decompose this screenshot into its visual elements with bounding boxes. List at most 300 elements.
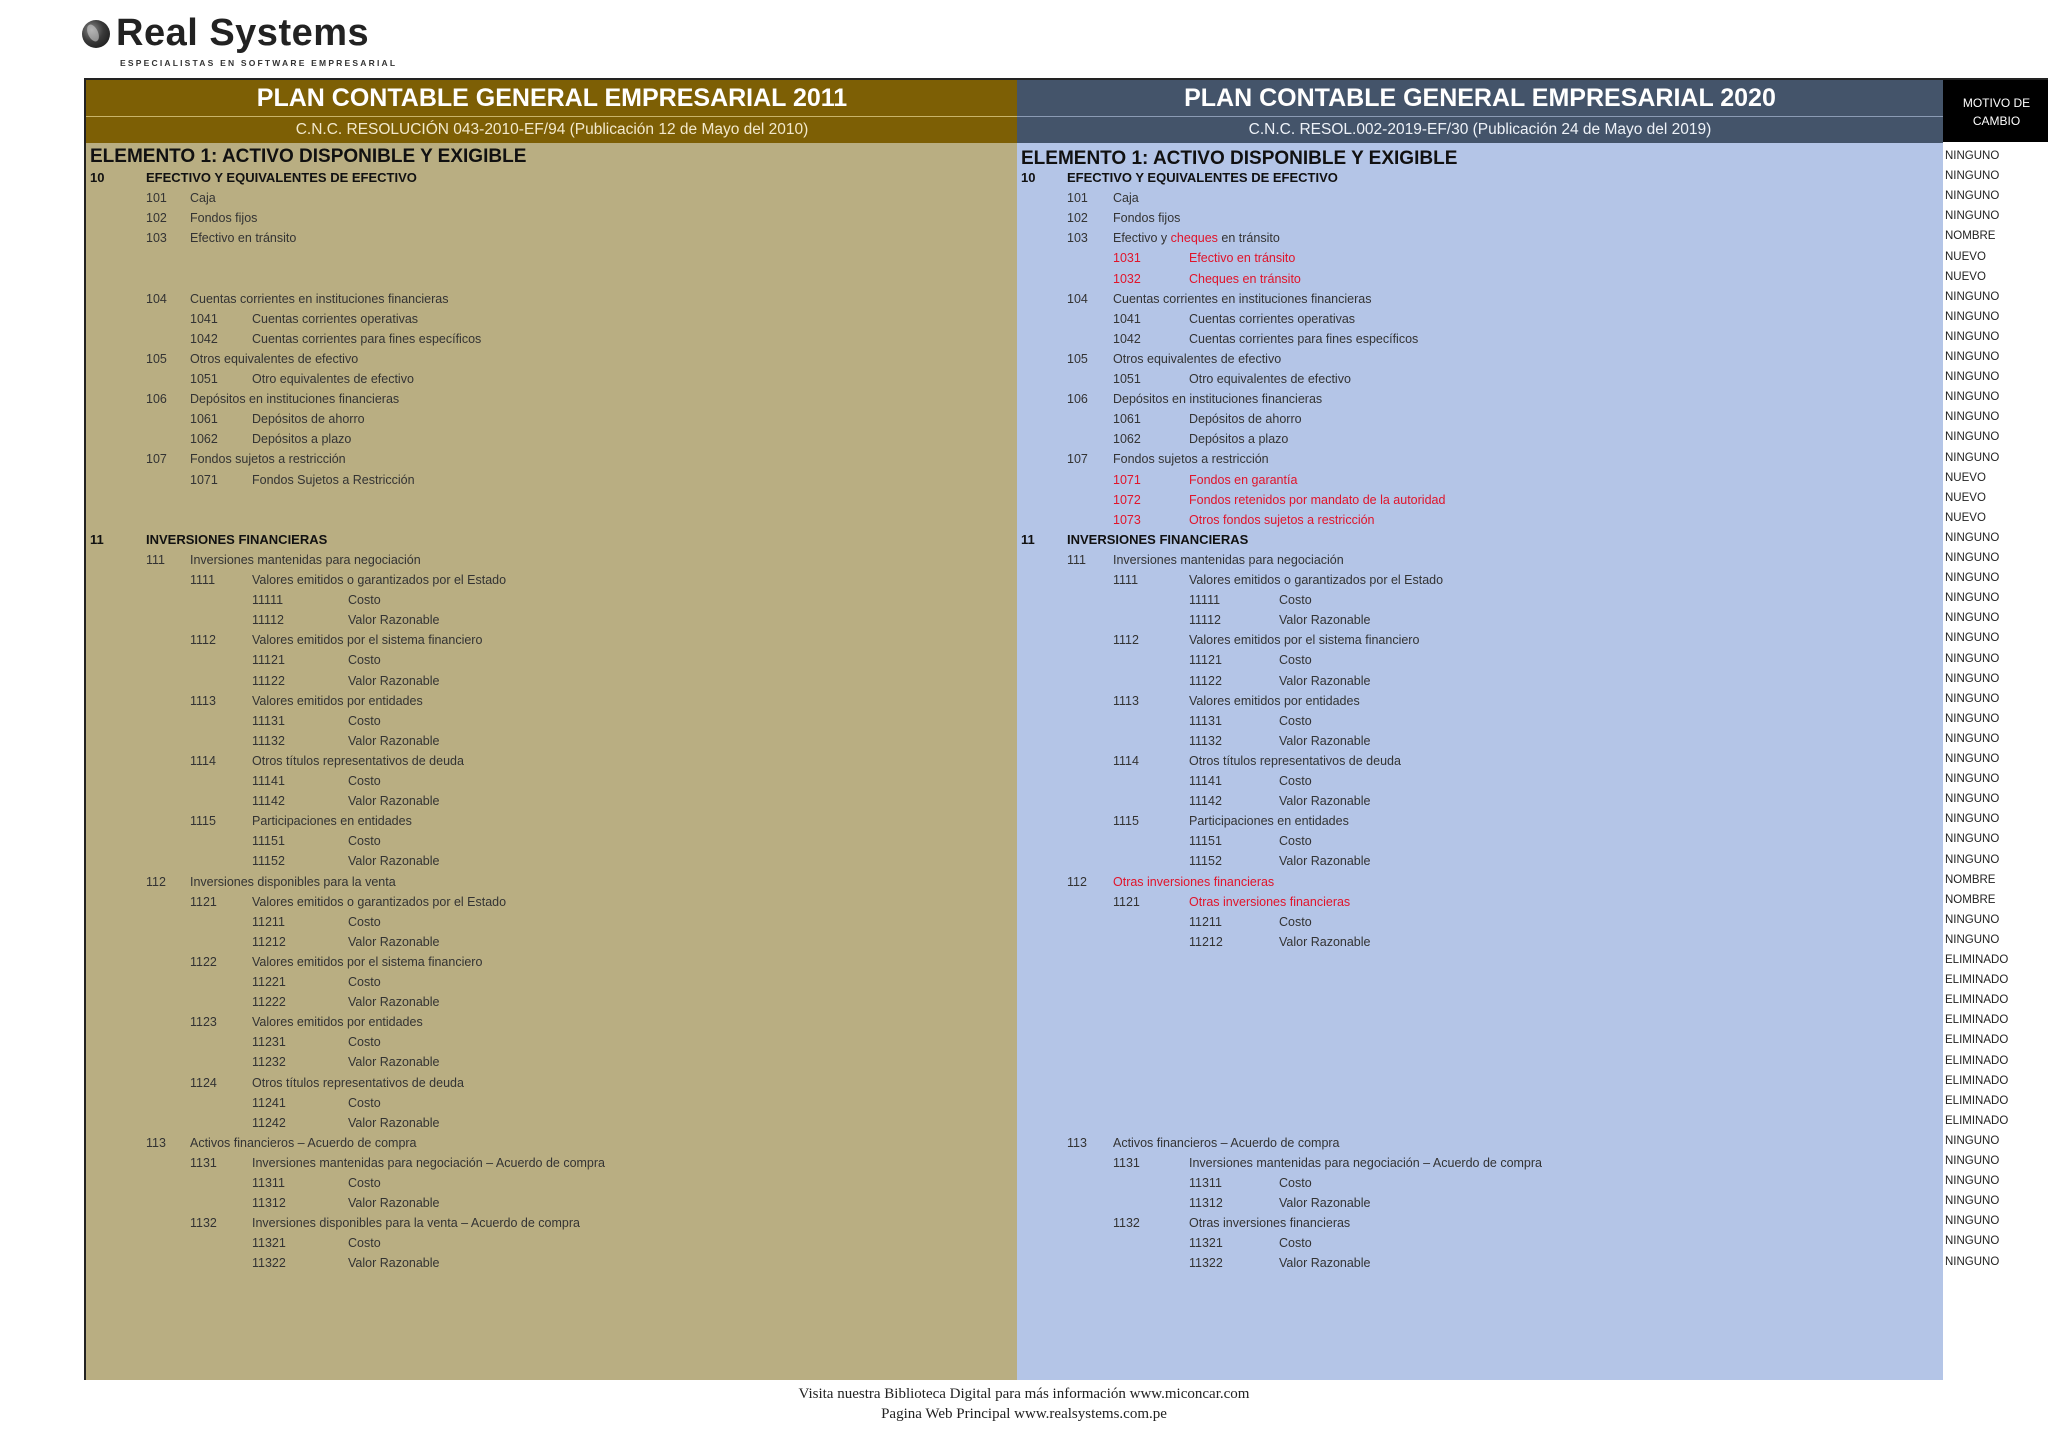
account-code: 11322 <box>1189 1256 1223 1271</box>
account-code: 11111 <box>1189 593 1221 608</box>
account-row <box>1017 650 1943 670</box>
account-row <box>86 731 1018 751</box>
account-code: 112 <box>146 874 166 889</box>
account-name: Costo <box>348 713 381 728</box>
account-name: Valor Razonable <box>348 794 440 809</box>
motivo-value: NINGUNO <box>1945 833 2000 846</box>
account-name: Valor Razonable <box>348 1196 440 1211</box>
motivo-value: NUEVO <box>1945 270 1986 283</box>
account-name: Otras inversiones financieras <box>1189 894 1351 909</box>
account-code: 11321 <box>252 1236 286 1251</box>
motivo-value: NUEVO <box>1945 491 1986 504</box>
account-row <box>86 449 1018 469</box>
account-name-part: en tránsito <box>1217 231 1280 246</box>
motivo-value: NINGUNO <box>1945 1195 2000 1208</box>
account-name: Valor Razonable <box>348 1055 440 1070</box>
account-row <box>86 831 1018 851</box>
account-row <box>86 972 1018 992</box>
motivo-value: NINGUNO <box>1945 1215 2000 1228</box>
account-name: Otras inversiones financieras <box>1189 1216 1351 1231</box>
account-row <box>86 671 1018 691</box>
account-row <box>86 771 1018 791</box>
account-code: 107 <box>1067 452 1088 467</box>
motivo-value: NINGUNO <box>1945 210 2000 223</box>
account-code: 101 <box>1067 191 1088 206</box>
account-code: 11112 <box>1189 613 1221 628</box>
account-name: Valor Razonable <box>1279 733 1371 748</box>
account-name: Efectivo en tránsito <box>190 231 297 246</box>
account-name: Activos financieros – Acuerdo de compra <box>190 1135 417 1150</box>
account-name: Valor Razonable <box>348 995 440 1010</box>
account-code: 11121 <box>252 653 285 668</box>
account-code: 11141 <box>1189 774 1222 788</box>
account-code: 11111 <box>252 593 284 608</box>
account-name: Valores emitidos o garantizados por el Estado <box>252 573 507 587</box>
account-name: Cuentas corrientes operativas <box>1189 311 1356 326</box>
motivo-value: NINGUNO <box>1945 652 2000 665</box>
account-name: Costo <box>348 1095 381 1110</box>
account-name: Valores emitidos por entidades <box>1189 693 1360 708</box>
account-name: Activos financieros – Acuerdo de compra <box>1113 1135 1340 1150</box>
account-name: Costo <box>348 1176 381 1190</box>
motivo-value: NINGUNO <box>1945 853 2000 866</box>
account-row <box>1017 791 1943 811</box>
account-row <box>1017 168 1943 188</box>
account-name: Valor Razonable <box>348 613 440 628</box>
account-name: Costo <box>348 593 381 608</box>
account-code: 1114 <box>1113 753 1139 768</box>
motivo-value: NOMBRE <box>1945 873 1996 886</box>
account-code: 1071 <box>190 472 218 487</box>
account-code: 1121 <box>1113 894 1140 909</box>
account-code: 1071 <box>1113 472 1141 487</box>
account-name: Valor Razonable <box>348 1256 440 1271</box>
account-code: 1051 <box>1113 372 1141 386</box>
account-name: Costo <box>1279 653 1312 668</box>
account-row <box>86 630 1018 650</box>
account-code: 11 <box>1021 531 1035 547</box>
account-code: 1031 <box>1113 251 1141 266</box>
motivo-value: NINGUNO <box>1945 451 2000 464</box>
comparison-table <box>84 78 2031 1380</box>
account-code: 1061 <box>190 412 218 427</box>
account-name-part: Efectivo y <box>1113 231 1171 246</box>
motivo-value: NINGUNO <box>1945 431 2000 444</box>
account-row <box>86 912 1018 932</box>
account-code: 11122 <box>1189 673 1222 688</box>
account-name: Inversiones mantenidas para negociación <box>1113 552 1344 567</box>
motivo-value: NINGUNO <box>1945 150 2000 162</box>
account-row <box>86 1012 1018 1032</box>
account-code: 11 <box>90 531 104 547</box>
account-name: Inversiones mantenidas para negociación – Acuerdo de compra <box>1189 1155 1542 1170</box>
account-name: Valores emitidos por el sistema financiero <box>252 954 483 969</box>
account-code: 1122 <box>190 954 217 969</box>
account-name: Depósitos en instituciones financieras <box>190 392 400 407</box>
motivo-value: ELIMINADO <box>1945 1014 2009 1027</box>
motivo-value: NINGUNO <box>1945 351 2000 363</box>
account-row <box>1017 590 1943 610</box>
account-row <box>86 1173 1018 1193</box>
account-row <box>1017 811 1943 831</box>
element-title-2011: ELEMENTO 1: ACTIVO DISPONIBLE Y EXIGIBLE <box>90 146 527 167</box>
account-row <box>1017 449 1943 469</box>
account-name: Depósitos en instituciones financieras <box>1113 392 1323 407</box>
account-row <box>86 409 1018 429</box>
account-row <box>86 1253 1018 1273</box>
account-code: 1115 <box>1113 814 1139 829</box>
account-code: 11151 <box>1189 834 1222 849</box>
account-name: Depósitos a plazo <box>252 432 352 447</box>
account-row <box>86 168 1018 188</box>
account-row <box>86 992 1018 1012</box>
account-name: Cuentas corrientes en instituciones financieras <box>1113 291 1372 306</box>
motivo-value: NINGUNO <box>1945 612 2000 625</box>
account-code: 11212 <box>1189 934 1223 949</box>
account-name: Valor Razonable <box>348 673 440 688</box>
motivo-value: NINGUNO <box>1945 813 2000 826</box>
motivo-value: NUEVO <box>1945 250 1986 263</box>
account-row <box>1017 1213 1943 1233</box>
motivo-value: NINGUNO <box>1945 592 2000 605</box>
motivo-value: NINGUNO <box>1945 1155 2000 1167</box>
account-code: 101 <box>146 191 167 206</box>
account-row <box>86 691 1018 711</box>
account-row <box>86 1193 1018 1213</box>
account-row <box>1017 1233 1943 1253</box>
account-code: 11211 <box>252 914 285 929</box>
account-name: Cuentas corrientes en instituciones financieras <box>190 291 449 306</box>
motivo-value: NUEVO <box>1945 511 1986 524</box>
account-name: Inversiones disponibles para la venta <box>190 874 396 889</box>
account-name: Fondos Sujetos a Restricción <box>252 472 415 487</box>
account-row <box>86 329 1018 349</box>
motivo-value: NINGUNO <box>1945 572 2000 585</box>
account-name-part: cheques <box>1170 231 1218 246</box>
account-row <box>1017 188 1943 208</box>
account-name: Otro equivalentes de efectivo <box>1189 372 1351 386</box>
motivo-header-line2: CAMBIO <box>1972 114 2021 128</box>
motivo-value: NINGUNO <box>1945 1255 2000 1268</box>
account-name: Fondos fijos <box>1113 211 1181 226</box>
account-row <box>1017 1173 1943 1193</box>
motivo-value: NINGUNO <box>1945 310 2000 323</box>
account-row <box>1017 610 1943 630</box>
account-row <box>86 289 1018 309</box>
account-code: 106 <box>146 392 167 407</box>
account-row <box>1017 932 1943 952</box>
account-code: 1112 <box>1113 633 1139 648</box>
motivo-value: NINGUNO <box>1945 753 2000 765</box>
account-name: Inversiones mantenidas para negociación – Acuerdo de compra <box>252 1155 605 1170</box>
account-code: 11231 <box>252 1035 286 1050</box>
account-code: 11112 <box>252 613 284 628</box>
account-code: 11142 <box>1189 794 1222 809</box>
account-code: 11131 <box>1189 713 1222 728</box>
account-name: Otros fondos sujetos a restricción <box>1189 512 1375 527</box>
account-name: Otros títulos representativos de deuda <box>252 753 464 768</box>
account-code: 11241 <box>252 1095 286 1110</box>
account-name: EFECTIVO Y EQUIVALENTES DE EFECTIVO <box>1067 170 1338 185</box>
motivo-value: NINGUNO <box>1945 672 2000 685</box>
account-name: Valores emitidos o garantizados por el Estado <box>1189 573 1444 587</box>
account-row <box>86 791 1018 811</box>
account-code: 111 <box>146 552 166 567</box>
account-name: Valor Razonable <box>1279 613 1371 628</box>
account-row <box>1017 228 1943 248</box>
motivo-value: NINGUNO <box>1945 793 2000 806</box>
account-row <box>1017 1133 1943 1153</box>
account-row <box>1017 1193 1943 1213</box>
account-code: 1123 <box>190 1015 217 1030</box>
account-code: 1114 <box>190 753 216 768</box>
logo-name: Real Systems <box>116 12 370 54</box>
account-code: 1041 <box>190 311 218 326</box>
motivo-value: NINGUNO <box>1945 552 2000 564</box>
account-row <box>86 349 1018 369</box>
account-name: Caja <box>190 191 216 206</box>
account-row <box>1017 671 1943 691</box>
account-code: 11152 <box>252 854 285 869</box>
account-code: 1115 <box>190 814 216 829</box>
logo <box>80 12 398 70</box>
account-code: 1111 <box>190 573 216 587</box>
account-name: Participaciones en entidades <box>1189 814 1349 829</box>
motivo-value: NINGUNO <box>1945 773 2000 786</box>
motivo-value: NINGUNO <box>1945 732 2000 745</box>
account-code: 1111 <box>1113 573 1139 587</box>
account-row <box>86 952 1018 972</box>
account-name: Valor Razonable <box>348 934 440 949</box>
account-row <box>86 811 1018 831</box>
account-row <box>1017 349 1943 369</box>
account-row <box>1017 369 1943 389</box>
motivo-value: ELIMINADO <box>1945 1074 2009 1087</box>
account-name: Costo <box>348 914 381 929</box>
account-row <box>1017 530 1943 550</box>
account-name: Inversiones disponibles para la venta – Acuerdo de compra <box>252 1216 580 1231</box>
motivo-value: ELIMINADO <box>1945 1054 2009 1067</box>
motivo-value: ELIMINADO <box>1945 1114 2009 1127</box>
account-row <box>1017 309 1943 329</box>
account-code: 1112 <box>190 633 216 648</box>
account-name: Participaciones en entidades <box>252 814 412 829</box>
account-name: Fondos retenidos por mandato de la autoridad <box>1189 492 1446 507</box>
account-row <box>86 228 1018 248</box>
account-name: Costo <box>348 653 381 668</box>
account-code: 11222 <box>252 995 286 1010</box>
account-row <box>1017 1253 1943 1273</box>
motivo-value: NINGUNO <box>1945 531 2000 544</box>
account-code: 1062 <box>190 432 218 447</box>
account-code: 105 <box>1067 351 1088 366</box>
account-name <box>1113 228 1280 248</box>
account-row <box>1017 269 1943 289</box>
account-code: 1131 <box>1113 1155 1140 1170</box>
account-code: 104 <box>1067 291 1088 306</box>
account-row <box>1017 831 1943 851</box>
account-name: EFECTIVO Y EQUIVALENTES DE EFECTIVO <box>146 170 417 185</box>
account-name: Valor Razonable <box>1279 1196 1371 1211</box>
account-row <box>1017 892 1943 912</box>
account-name: Costo <box>348 834 381 849</box>
account-name: Fondos en garantía <box>1189 472 1298 487</box>
account-row <box>1017 570 1943 590</box>
account-row <box>86 208 1018 228</box>
account-row <box>1017 409 1943 429</box>
account-code: 111 <box>1067 552 1087 567</box>
account-row <box>1017 771 1943 791</box>
account-row <box>86 892 1018 912</box>
account-code: 1132 <box>1113 1216 1140 1231</box>
account-code: 11321 <box>1189 1236 1223 1251</box>
motivo-value: NINGUNO <box>1945 1175 2000 1188</box>
account-code: 1131 <box>190 1155 217 1170</box>
account-code: 11151 <box>252 834 285 849</box>
motivo-value: ELIMINADO <box>1945 1094 2009 1107</box>
account-row <box>86 550 1018 570</box>
account-row <box>86 851 1018 871</box>
account-row <box>86 711 1018 731</box>
account-name: Valores emitidos por el sistema financiero <box>1189 633 1420 648</box>
account-code: 106 <box>1067 392 1088 407</box>
account-row <box>86 429 1018 449</box>
account-row <box>1017 851 1943 871</box>
account-row <box>86 530 1018 550</box>
motivo-value: NINGUNO <box>1945 190 2000 203</box>
account-row <box>1017 208 1943 228</box>
account-code: 102 <box>146 211 167 226</box>
account-name: Inversiones mantenidas para negociación <box>190 552 421 567</box>
account-code: 104 <box>146 291 167 306</box>
account-name: Costo <box>1279 834 1312 849</box>
motivo-value: NINGUNO <box>1945 170 2000 183</box>
account-name: Valores emitidos o garantizados por el Estado <box>252 894 507 909</box>
account-code: 11311 <box>1189 1176 1222 1190</box>
account-name: INVERSIONES FINANCIERAS <box>146 531 328 547</box>
account-row <box>86 610 1018 630</box>
account-name: Costo <box>348 1035 381 1050</box>
account-row <box>86 1153 1018 1173</box>
account-row <box>86 570 1018 590</box>
account-row <box>1017 912 1943 932</box>
account-name: Valor Razonable <box>1279 854 1371 869</box>
account-code: 11121 <box>1189 653 1222 668</box>
footer-line-1: Visita nuestra Biblioteca Digital para más información www.miconcar.com <box>798 1386 1250 1402</box>
account-row <box>86 1233 1018 1253</box>
motivo-value: NINGUNO <box>1945 632 2000 645</box>
account-code: 10 <box>90 170 105 185</box>
account-row <box>1017 248 1943 268</box>
account-code: 113 <box>146 1135 166 1150</box>
globe-icon <box>82 20 110 48</box>
account-name: Otros títulos representativos de deuda <box>252 1075 464 1090</box>
account-row <box>1017 389 1943 409</box>
account-code: 1124 <box>190 1075 217 1090</box>
account-row <box>1017 329 1943 349</box>
account-name: Cheques en tránsito <box>1189 271 1301 286</box>
account-row <box>1017 691 1943 711</box>
account-name: Cuentas corrientes operativas <box>252 311 419 326</box>
motivo-value: NINGUNO <box>1945 712 2000 725</box>
account-row <box>1017 1153 1943 1173</box>
account-name: Costo <box>1279 914 1312 929</box>
account-code: 1113 <box>1113 693 1139 708</box>
account-name: Otro equivalentes de efectivo <box>252 372 414 386</box>
account-name: Fondos fijos <box>190 211 258 226</box>
account-row <box>86 188 1018 208</box>
account-code: 11141 <box>252 774 285 788</box>
motivo-value: ELIMINADO <box>1945 1034 2009 1047</box>
account-name: Valor Razonable <box>348 733 440 748</box>
account-code: 11322 <box>252 1256 286 1271</box>
account-name: Fondos sujetos a restricción <box>190 452 346 467</box>
footer-line-2: Pagina Web Principal www.realsystems.com.pe <box>881 1406 1167 1422</box>
account-code: 1041 <box>1113 311 1141 326</box>
account-row <box>1017 470 1943 490</box>
account-code: 11152 <box>1189 854 1222 869</box>
account-code: 1062 <box>1113 432 1141 447</box>
motivo-value: NINGUNO <box>1945 933 2000 946</box>
account-name: Valor Razonable <box>1279 794 1371 809</box>
account-code: 11242 <box>252 1115 286 1130</box>
motivo-value: NINGUNO <box>1945 371 2000 384</box>
element-title-2020: ELEMENTO 1: ACTIVO DISPONIBLE Y EXIGIBLE <box>1021 148 1458 169</box>
account-row <box>86 369 1018 389</box>
account-code: 11221 <box>252 975 286 989</box>
account-name: Depósitos de ahorro <box>1189 412 1302 427</box>
account-name: Otros equivalentes de efectivo <box>190 351 359 366</box>
account-row <box>86 1133 1018 1153</box>
account-row <box>86 650 1018 670</box>
account-code: 11212 <box>252 934 286 949</box>
account-code: 1121 <box>190 894 217 909</box>
account-code: 10 <box>1021 170 1036 185</box>
account-row <box>1017 510 1943 530</box>
account-name: Valor Razonable <box>1279 673 1371 688</box>
account-row <box>1017 872 1943 892</box>
account-row <box>86 389 1018 409</box>
account-name: Costo <box>1279 593 1312 608</box>
account-row <box>86 751 1018 771</box>
motivo-value: NINGUNO <box>1945 692 2000 705</box>
account-row <box>86 1113 1018 1133</box>
plan-2020-title: PLAN CONTABLE GENERAL EMPRESARIAL 2020 <box>1017 78 1943 116</box>
account-name: Valor Razonable <box>1279 1256 1371 1271</box>
account-row <box>86 1032 1018 1052</box>
account-code: 11312 <box>252 1196 286 1211</box>
motivo-value: NINGUNO <box>1945 411 2000 424</box>
logo-tagline: ESPECIALISTAS EN SOFTWARE EMPRESARIAL <box>120 58 398 68</box>
account-code: 11311 <box>252 1176 285 1190</box>
account-name: Valores emitidos por entidades <box>252 1015 423 1030</box>
account-name: Depósitos a plazo <box>1189 432 1289 447</box>
account-row <box>86 470 1018 490</box>
account-row <box>1017 289 1943 309</box>
account-code: 107 <box>146 452 167 467</box>
account-row <box>1017 751 1943 771</box>
motivo-header-line1: MOTIVO DE <box>1962 96 2031 110</box>
account-code: 1072 <box>1113 492 1141 507</box>
account-name: Valor Razonable <box>348 1115 440 1130</box>
account-code: 1042 <box>190 331 218 346</box>
account-name: Valores emitidos por entidades <box>252 693 423 708</box>
account-name: Costo <box>348 774 381 788</box>
account-code: 1042 <box>1113 331 1141 346</box>
account-code: 113 <box>1067 1135 1087 1150</box>
plan-2020-subtitle: C.N.C. RESOL.002-2019-EF/30 (Publicación 24 de Mayo del 2019) <box>1017 116 1943 143</box>
account-row <box>86 1073 1018 1093</box>
